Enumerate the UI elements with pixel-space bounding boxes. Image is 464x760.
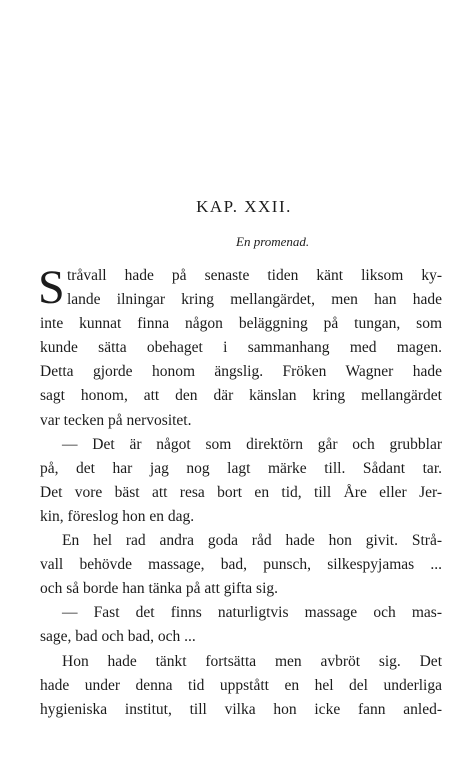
- text-line: inte kunnat finna någon beläggning på tungan, som: [40, 315, 442, 333]
- text-line: hade under denna tid uppstått en hel del underliga: [40, 676, 442, 694]
- text-line: sagt honom, att den där känslan kring mellangärdet: [40, 387, 442, 405]
- text-line: lande ilningar kring mellangärdet, men han hade: [67, 291, 442, 309]
- drop-cap: S: [38, 261, 65, 314]
- text-line: kin, föreslog hon en dag.: [40, 507, 195, 525]
- text-line: vall behövde massage, bad, punsch, silkespyjamas ...: [40, 556, 442, 574]
- text-line: Det vore bäst att resa bort en tid, till Åre eller Jer-: [40, 483, 442, 501]
- body-text: [38, 261, 442, 722]
- text-line: och så borde han tänka på att gifta sig.: [40, 580, 279, 598]
- text-line: Hon hade tänkt fortsätta men avbröt sig. Det: [62, 652, 442, 670]
- chapter-title: KAP. XXII.: [196, 197, 292, 216]
- text-line: Detta gjorde honom ängslig. Fröken Wagner hade: [40, 363, 442, 381]
- text-line: på, det har jag nog lagt märke till. Sådant tar.: [40, 459, 442, 477]
- text-line: sage, bad och bad, och ...: [40, 628, 196, 646]
- text-line: — Fast det finns naturligtvis massage och mas-: [62, 604, 442, 622]
- text-line: — Det är något som direktörn går och grubblar: [62, 435, 442, 453]
- text-line: kunde sätta obehaget i sammanhang med magen.: [40, 339, 442, 357]
- chapter-subtitle: En promenad.: [236, 234, 310, 249]
- text-line: En hel rad andra goda råd hade hon givit. Strå-: [62, 532, 442, 550]
- text-line: var tecken på nervositet.: [40, 411, 192, 429]
- text-line: tråvall hade på senaste tiden känt liksom ky-: [67, 267, 442, 284]
- text-line: hygieniska institut, till vilka hon icke fann anled-: [40, 700, 442, 718]
